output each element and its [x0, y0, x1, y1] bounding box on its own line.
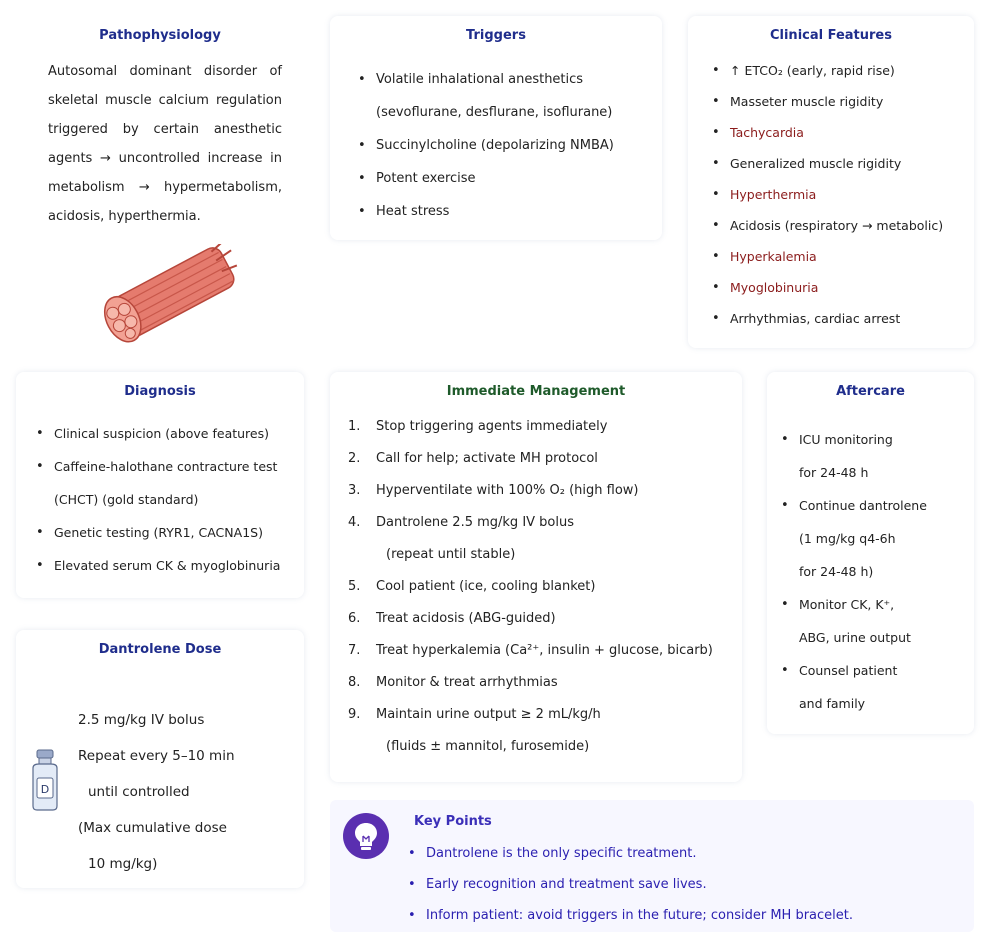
step-subtext: (fluids ± mannitol, furosemide) — [386, 739, 590, 754]
list-item: • Heat stress — [352, 195, 662, 228]
dantrolene-dose-text — [78, 702, 235, 882]
clinical-features-card — [688, 16, 974, 348]
list-item — [775, 588, 974, 654]
list-item: • Tachycardia — [706, 117, 974, 148]
triggers-card — [330, 16, 662, 240]
step-number: 9. — [348, 707, 361, 722]
aftercare-line: and family — [799, 696, 866, 711]
list-item: • Acidosis (respiratory → metabolic) — [706, 210, 974, 241]
aftercare-list — [775, 423, 974, 720]
step-text: Treat acidosis (ABG-guided) — [376, 611, 556, 626]
aftercare-line: • ICU monitoring — [799, 432, 893, 447]
aftercare-line: • Counsel patient — [799, 663, 898, 678]
key-points-card — [330, 800, 974, 932]
management-step — [348, 699, 742, 763]
list-item-continuation: (CHCT) (gold standard) — [54, 492, 199, 507]
step-text: Maintain urine output ≥ 2 mL/kg/h — [376, 707, 601, 722]
immediate-management-card — [330, 372, 742, 782]
list-item: • Volatile inhalational anesthetics (sevoflurane, desflurane, isoflurane) — [352, 63, 662, 129]
pathophysiology-title: Pathophysiology — [99, 28, 221, 43]
management-step — [348, 635, 742, 667]
dose-line: (Max cumulative dose — [78, 820, 227, 836]
list-item: • Masseter muscle rigidity — [706, 86, 974, 117]
list-item: • Early recognition and treatment save lives. — [402, 869, 853, 900]
diagnosis-list — [30, 417, 304, 582]
triggers-list — [352, 63, 662, 228]
vial-label: D — [40, 783, 50, 796]
step-subtext: (repeat until stable) — [386, 547, 516, 562]
step-number: 4. — [348, 515, 361, 530]
step-number: 7. — [348, 643, 361, 658]
medicine-vial-icon — [28, 748, 62, 812]
management-steps — [348, 411, 742, 763]
step-number: 1. — [348, 419, 361, 434]
dantrolene-dose-card — [16, 630, 304, 888]
list-item: • Genetic testing (RYR1, CACNA1S) — [30, 516, 304, 549]
aftercare-line: for 24-48 h — [799, 465, 869, 480]
list-item: • Generalized muscle rigidity — [706, 148, 974, 179]
aftercare-line: ABG, urine output — [799, 630, 911, 645]
diagnosis-title: Diagnosis — [124, 384, 196, 399]
key-points-title: Key Points — [414, 814, 492, 829]
step-number: 3. — [348, 483, 361, 498]
dose-line: Repeat every 5–10 min — [78, 748, 235, 764]
management-step — [348, 667, 742, 699]
list-item: • Potent exercise — [352, 162, 662, 195]
step-number: 5. — [348, 579, 361, 594]
step-number: 6. — [348, 611, 361, 626]
triggers-title: Triggers — [466, 28, 526, 43]
step-text: Stop triggering agents immediately — [376, 419, 608, 434]
list-item: • Clinical suspicion (above features) — [30, 417, 304, 450]
step-text: Treat hyperkalemia (Ca²⁺, insulin + glucose, bicarb) — [376, 643, 713, 658]
aftercare-title: Aftercare — [836, 384, 905, 399]
clinical-features-title: Clinical Features — [769, 28, 892, 43]
key-points-list — [402, 838, 853, 931]
list-item — [775, 423, 974, 489]
pathophysiology-card — [16, 16, 304, 346]
dose-line: 10 mg/kg) — [88, 856, 158, 872]
step-text: Cool patient (ice, cooling blanket) — [376, 579, 596, 594]
immediate-management-title: Immediate Management — [446, 384, 626, 399]
list-item: • Caffeine-halothane contracture test — [30, 450, 304, 483]
dose-line: 2.5 mg/kg IV bolus — [78, 712, 205, 728]
aftercare-line: • Monitor CK, K⁺, — [799, 597, 895, 612]
lightbulb-icon — [342, 812, 390, 860]
step-text: Dantrolene 2.5 mg/kg IV bolus — [376, 515, 575, 530]
list-item: • Dantrolene is the only specific treatment. — [402, 838, 853, 869]
management-step — [348, 603, 742, 635]
dantrolene-dose-title: Dantrolene Dose — [98, 642, 222, 657]
management-step — [348, 475, 742, 507]
step-text: Hyperventilate with 100% O₂ (high flow) — [376, 483, 639, 498]
clinical-features-list — [706, 55, 974, 334]
management-step — [348, 411, 742, 443]
step-number: 2. — [348, 451, 361, 466]
step-text: Call for help; activate MH protocol — [376, 451, 598, 466]
list-item — [775, 489, 974, 588]
list-item: • ↑ ETCO₂ (early, rapid rise) — [706, 55, 974, 86]
aftercare-line: for 24-48 h) — [799, 564, 874, 579]
list-item: • Elevated serum CK & myoglobinuria — [30, 549, 304, 582]
list-item: • Hyperkalemia — [706, 241, 974, 272]
management-step — [348, 571, 742, 603]
step-text: Monitor & treat arrhythmias — [376, 675, 558, 690]
dose-line: until controlled — [88, 784, 190, 800]
aftercare-line: (1 mg/kg q4-6h — [799, 531, 896, 546]
list-item: • Myoglobinuria — [706, 272, 974, 303]
list-item — [775, 654, 974, 720]
list-item: • Arrhythmias, cardiac arrest — [706, 303, 974, 334]
pathophysiology-text: Autosomal dominant disorder of skeletal muscle calcium regulation triggered by certain anesthetic agents → uncontrolled increase in metabolism → hypermetabolism, acidosis, hyperthermia. — [48, 64, 282, 224]
list-item: • Succinylcholine (depolarizing NMBA) — [352, 129, 662, 162]
management-step — [348, 507, 742, 571]
aftercare-line: • Continue dantrolene — [799, 498, 927, 513]
step-number: 8. — [348, 675, 361, 690]
management-step — [348, 443, 742, 475]
list-item: • Inform patient: avoid triggers in the future; consider MH bracelet. — [402, 900, 853, 931]
diagnosis-card — [16, 372, 304, 598]
list-item: • Hyperthermia — [706, 179, 974, 210]
muscle-fiber-icon — [86, 244, 246, 344]
aftercare-card — [767, 372, 974, 734]
